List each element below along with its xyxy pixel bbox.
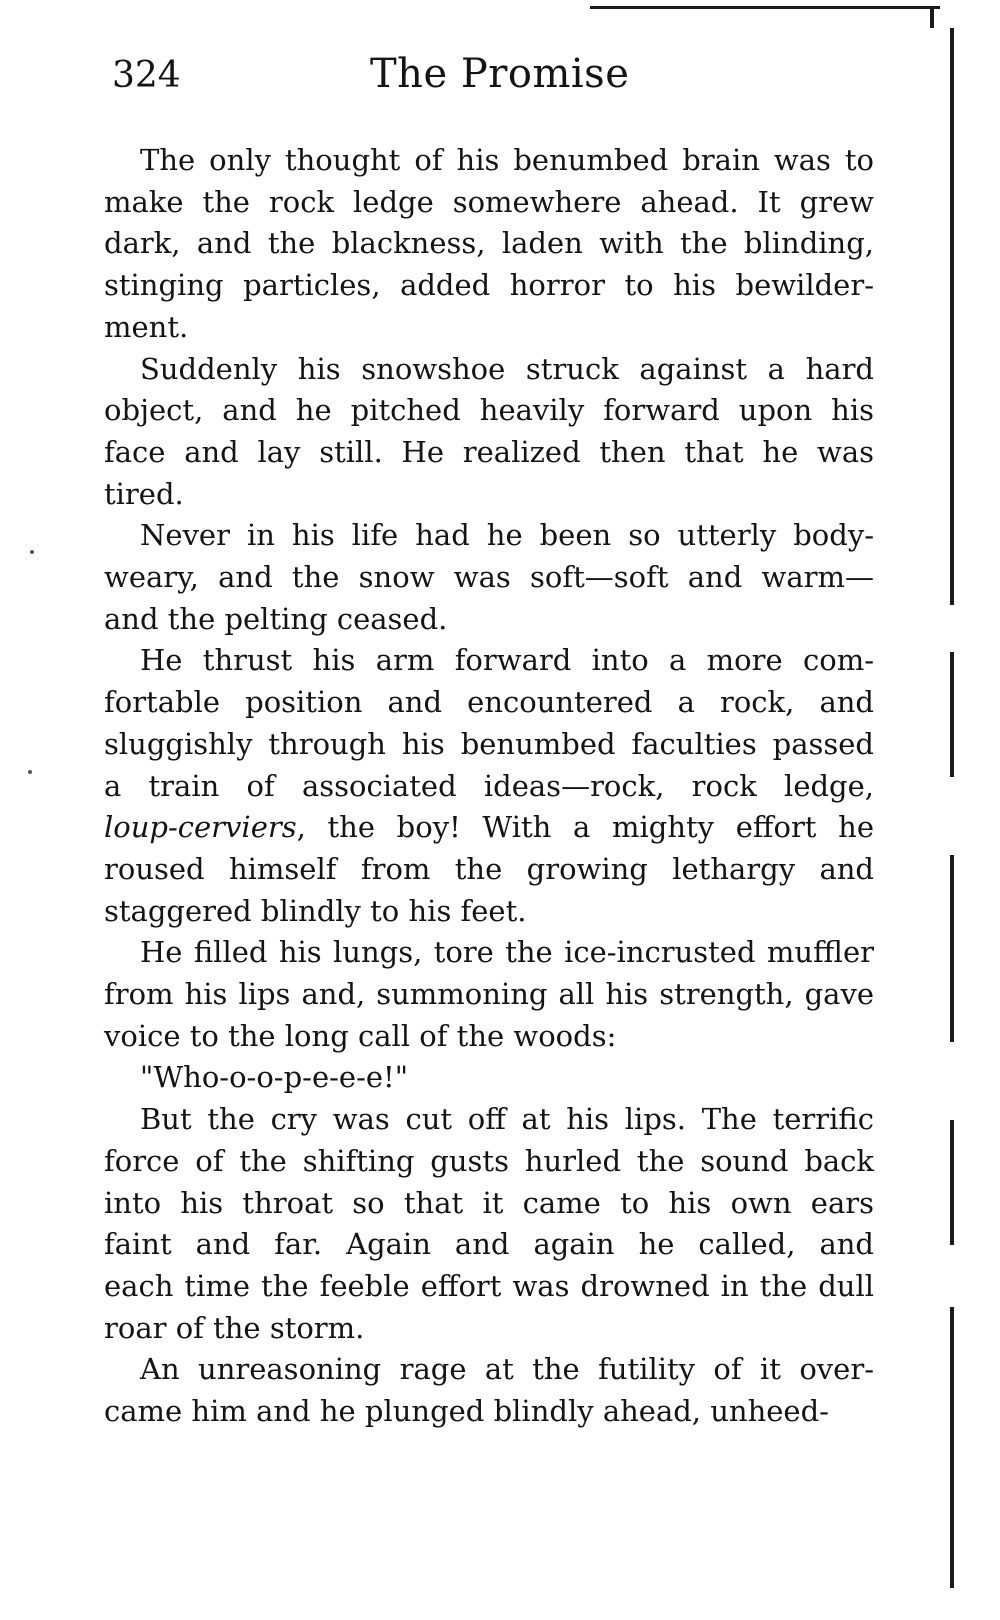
paragraph	[104, 1057, 874, 1099]
text-line: roar of the storm.	[104, 1310, 365, 1345]
text-line: tired.	[104, 476, 184, 511]
paragraph	[104, 640, 874, 932]
page-edge-shadow-top	[590, 6, 940, 9]
text-line: stinging particles, added horror to his bewilder-	[104, 268, 874, 303]
text-line: But the cry was cut off at his lips. The terrific	[140, 1102, 874, 1137]
text-line: object, and he pitched heavily forward upon his	[104, 393, 874, 428]
text-line: force of the shifting gusts hurled the sound back	[104, 1143, 874, 1178]
text-line: and the pelting ceased.	[104, 601, 448, 636]
page-edge-shadow-right	[950, 28, 954, 1588]
paragraph	[104, 1349, 874, 1432]
body-text	[104, 140, 874, 1433]
text-line: He filled his lungs, tore the ice-incrusted muffler	[140, 935, 874, 970]
text-line: loup-cerviers, the boy! With a mighty effort he	[104, 810, 874, 845]
text-line: sluggishly through his benumbed faculties passed	[104, 726, 874, 761]
text-line: An unreasoning rage at the futility of it over-	[140, 1352, 874, 1387]
page-edge-shadow-corner	[930, 6, 934, 28]
paragraph	[104, 515, 874, 640]
paragraph	[104, 140, 874, 349]
text-line: from his lips and, summoning all his strength, gave	[104, 977, 874, 1012]
running-head	[0, 50, 1000, 100]
italic-term: loup-cerviers	[104, 810, 297, 845]
text-line: Never in his life had he been so utterly body-	[140, 518, 874, 553]
text-line: came him and he plunged blindly ahead, unheed-	[104, 1394, 829, 1429]
text-line: a train of associated ideas—rock, rock ledge,	[104, 768, 874, 803]
text-line: staggered blindly to his feet.	[104, 893, 527, 928]
text-line: The only thought of his benumbed brain was to	[140, 143, 874, 177]
text-line: faint and far. Again and again he called, and	[104, 1227, 874, 1262]
paragraph	[104, 349, 874, 516]
paragraph	[104, 932, 874, 1057]
scan-speck	[30, 550, 34, 554]
text-line: each time the feeble effort was drowned in the dull	[104, 1268, 874, 1303]
page-title: The Promise	[370, 51, 630, 97]
text-line: into his throat so that it came to his own ears	[104, 1185, 874, 1220]
text-line: He thrust his arm forward into a more com-	[140, 643, 874, 678]
text-line: "Who-o-o-p-e-e-e!"	[140, 1060, 409, 1095]
text-line: roused himself from the growing lethargy and	[104, 851, 874, 886]
text-line: voice to the long call of the woods:	[104, 1018, 617, 1053]
text-line: make the rock ledge somewhere ahead. It grew	[104, 184, 874, 219]
text-line: Suddenly his snowshoe struck against a hard	[140, 351, 874, 386]
text-line: weary, and the snow was soft—soft and warm—	[104, 560, 874, 595]
text-line: face and lay still. He realized then that he was	[104, 434, 874, 469]
text-line: ment.	[104, 309, 189, 344]
text-line: fortable position and encountered a rock, and	[104, 685, 874, 720]
scan-speck	[28, 770, 32, 774]
paragraph	[104, 1099, 874, 1349]
text-line: dark, and the blackness, laden with the blinding,	[104, 226, 874, 261]
page-number: 324	[112, 55, 181, 96]
